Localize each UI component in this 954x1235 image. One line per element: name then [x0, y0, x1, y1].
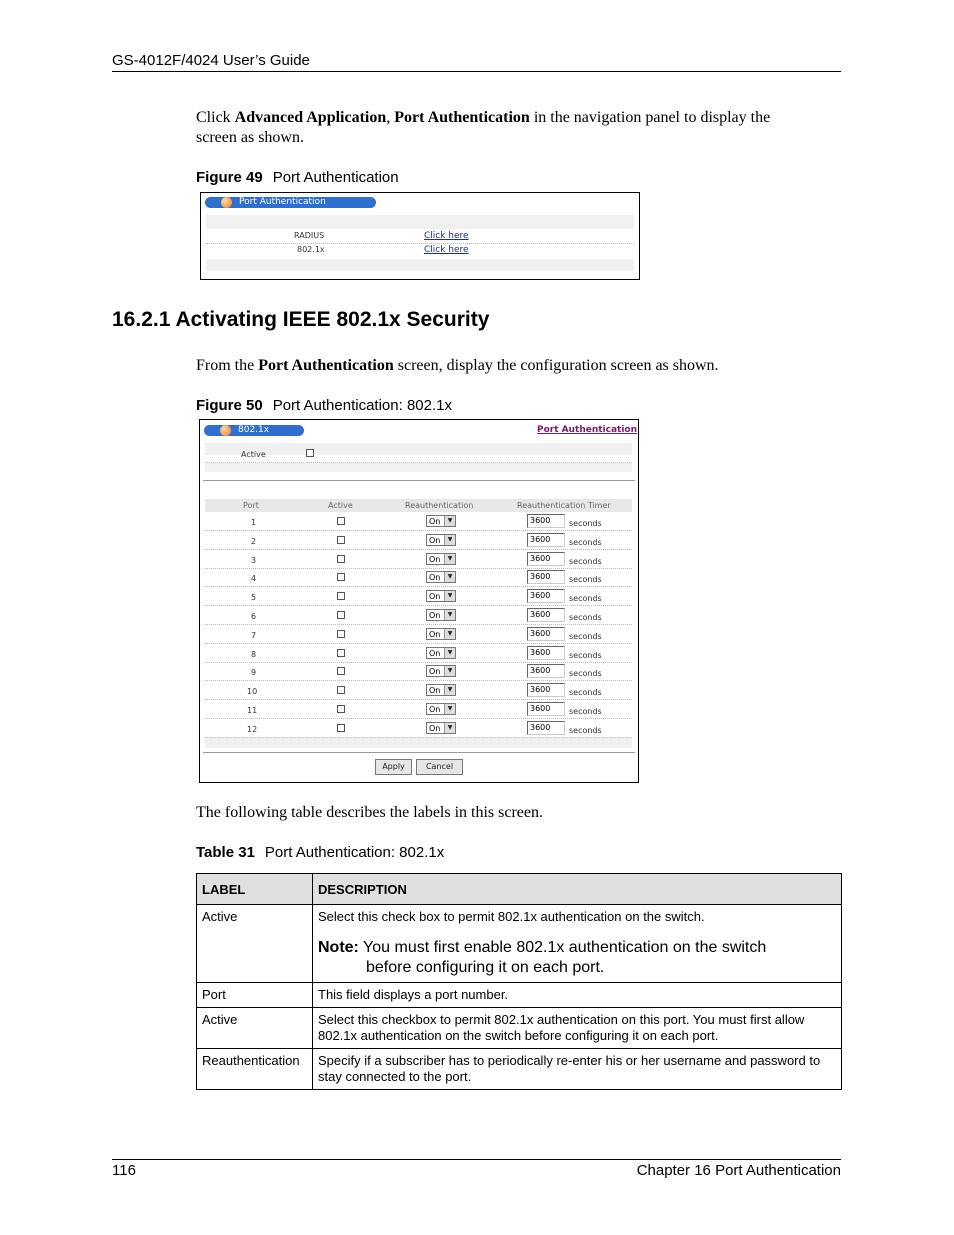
band: [206, 215, 634, 229]
radius-link[interactable]: Click here: [424, 231, 469, 241]
seconds-label: seconds: [569, 519, 602, 528]
reauthentication-select[interactable]: [426, 647, 456, 659]
table-31-number: Table 31: [196, 844, 255, 861]
reauth-timer-input[interactable]: 3600: [527, 664, 565, 678]
chevron-down-icon: ▼: [444, 572, 455, 582]
port-number: 9: [251, 668, 257, 677]
panel-title: Port Authentication: [239, 197, 326, 207]
select-value: On: [429, 573, 441, 582]
chevron-down-icon: ▼: [444, 629, 455, 639]
note-text: You must first enable 802.1x authentication on the switch: [358, 939, 767, 956]
note-text-2: before configuring it on each port.: [366, 959, 605, 976]
select-value: On: [429, 686, 441, 695]
row-label: Active: [197, 905, 313, 983]
port-active-checkbox[interactable]: [337, 555, 345, 563]
select-value: On: [429, 705, 441, 714]
radius-label: RADIUS: [294, 231, 325, 240]
description-table: [196, 873, 842, 1090]
figure-50-screenshot: [199, 419, 639, 783]
panel-title-pill: [205, 197, 376, 208]
intro-bold-1: Advanced Application: [234, 109, 387, 126]
header-label: LABEL: [197, 874, 313, 905]
intro-line-2: screen as shown.: [196, 129, 304, 146]
port-number: 7: [251, 631, 257, 640]
select-value: On: [429, 667, 441, 676]
para2-text: From the: [196, 357, 259, 374]
figure-49-number: Figure 49: [196, 169, 263, 186]
select-value: On: [429, 611, 441, 620]
chevron-down-icon: ▼: [444, 685, 455, 695]
chevron-down-icon: ▼: [444, 723, 455, 733]
reauth-timer-input[interactable]: 3600: [527, 533, 565, 547]
select-value: On: [429, 592, 441, 601]
reauthentication-select[interactable]: [426, 515, 456, 527]
port-active-checkbox[interactable]: [337, 517, 345, 525]
dot1x-label: 802.1x: [297, 245, 325, 254]
port-active-checkbox[interactable]: [337, 667, 345, 675]
reauthentication-select[interactable]: [426, 609, 456, 621]
intro-text: Click: [196, 109, 235, 126]
row-divider: [205, 586, 632, 587]
global-active-checkbox[interactable]: [306, 449, 314, 457]
port-active-checkbox[interactable]: [337, 724, 345, 732]
separator: [203, 752, 635, 753]
page-number: 116: [112, 1162, 136, 1179]
reauthentication-select[interactable]: [426, 684, 456, 696]
reauth-timer-input[interactable]: 3600: [527, 721, 565, 735]
row-divider: [205, 718, 632, 719]
reauth-timer-input[interactable]: 3600: [527, 514, 565, 528]
port-number: 4: [251, 574, 257, 583]
seconds-label: seconds: [569, 707, 602, 716]
reauth-timer-input[interactable]: 3600: [527, 608, 565, 622]
intro-text-2: in the navigation panel to display the: [529, 109, 771, 126]
chevron-down-icon: ▼: [444, 648, 455, 658]
port-active-checkbox[interactable]: [337, 573, 345, 581]
note-label: Note:: [318, 939, 359, 956]
intro-paragraph: [196, 108, 836, 148]
row-divider: [205, 605, 632, 606]
seconds-label: seconds: [569, 651, 602, 660]
reauth-timer-input[interactable]: 3600: [527, 570, 565, 584]
seconds-label: seconds: [569, 669, 602, 678]
row-label: Active: [197, 1008, 313, 1049]
section-heading: 16.2.1 Activating IEEE 802.1x Security: [112, 308, 490, 331]
paragraph-2: [196, 356, 719, 376]
active-label: Active: [241, 450, 266, 459]
chevron-down-icon: ▼: [444, 554, 455, 564]
port-number: 1: [251, 518, 257, 527]
col-reauth-timer: Reauthentication Timer: [517, 501, 611, 510]
select-value: On: [429, 630, 441, 639]
chevron-down-icon: ▼: [444, 666, 455, 676]
intro-bold-2: Port Authentication: [394, 109, 530, 126]
select-value: On: [429, 536, 441, 545]
table-row: [197, 905, 842, 983]
seconds-label: seconds: [569, 632, 602, 641]
port-active-checkbox[interactable]: [337, 705, 345, 713]
apply-button[interactable]: Apply: [375, 759, 412, 775]
port-active-checkbox[interactable]: [337, 630, 345, 638]
panel-title-pill: [204, 425, 304, 436]
port-authentication-link[interactable]: Port Authentication: [537, 425, 638, 435]
port-number: 5: [251, 593, 257, 602]
port-active-checkbox[interactable]: [337, 649, 345, 657]
col-port: Port: [243, 501, 259, 510]
row-divider: [206, 243, 634, 244]
row-divider: [205, 699, 632, 700]
port-active-checkbox[interactable]: [337, 611, 345, 619]
reauthentication-select[interactable]: [426, 553, 456, 565]
chapter-title: Chapter 16 Port Authentication: [636, 1162, 841, 1179]
reauth-timer-input[interactable]: 3600: [527, 589, 565, 603]
seconds-label: seconds: [569, 726, 602, 735]
seconds-label: seconds: [569, 688, 602, 697]
row-divider: [205, 568, 632, 569]
footer-rule: [112, 1159, 841, 1160]
reauthentication-select[interactable]: [426, 590, 456, 602]
port-number: 3: [251, 556, 257, 565]
running-header: GS-4012F/4024 User’s Guide: [112, 52, 310, 69]
band: [205, 738, 632, 748]
row-divider: [205, 624, 632, 625]
port-number: 6: [251, 612, 257, 621]
col-reauthentication: Reauthentication: [405, 501, 474, 510]
header-description: DESCRIPTION: [313, 874, 842, 905]
seconds-label: seconds: [569, 613, 602, 622]
port-number: 11: [247, 706, 258, 715]
row-description: Specify if a subscriber has to periodically re-enter his or her username and password to stay connected to the port.: [313, 1049, 842, 1090]
band: [205, 443, 632, 455]
reauth-timer-input[interactable]: 3600: [527, 627, 565, 641]
seconds-label: seconds: [569, 538, 602, 547]
table-row: [197, 983, 842, 1008]
row-label: Port: [197, 983, 313, 1008]
reauth-timer-input[interactable]: 3600: [527, 552, 565, 566]
port-number: 8: [251, 650, 257, 659]
figure-49-caption: [196, 169, 399, 186]
row-divider: [205, 643, 632, 644]
figure-49-title: Port Authentication: [272, 169, 399, 186]
row-label: Reauthentication: [197, 1049, 313, 1090]
row-divider: [205, 680, 632, 681]
chevron-down-icon: ▼: [444, 704, 455, 714]
port-active-checkbox[interactable]: [337, 536, 345, 544]
reauth-timer-input[interactable]: 3600: [527, 702, 565, 716]
select-value: On: [429, 649, 441, 658]
col-active: Active: [328, 501, 353, 510]
orb-icon: [221, 197, 232, 208]
paragraph-3: The following table describes the labels in this screen.: [196, 804, 544, 821]
chevron-down-icon: ▼: [444, 516, 455, 526]
port-number: 12: [247, 725, 258, 734]
figure-50-caption: [196, 397, 452, 414]
row-divider: [205, 530, 632, 531]
table-header-row: [197, 874, 842, 905]
row-description-text: Select this check box to permit 802.1x authentication on the switch.: [318, 909, 705, 924]
seconds-label: seconds: [569, 575, 602, 584]
table-31-caption: [196, 844, 444, 861]
select-value: On: [429, 517, 441, 526]
port-active-checkbox[interactable]: [337, 686, 345, 694]
band: [205, 463, 632, 472]
note: [318, 938, 836, 978]
table-row: [197, 1049, 842, 1090]
reauthentication-select[interactable]: [426, 722, 456, 734]
reauthentication-select[interactable]: [426, 703, 456, 715]
figure-50-title: Port Authentication: 802.1x: [272, 397, 452, 414]
chevron-down-icon: ▼: [444, 610, 455, 620]
table-row: [197, 1008, 842, 1049]
reauthentication-select[interactable]: [426, 628, 456, 640]
reauthentication-select[interactable]: [426, 534, 456, 546]
seconds-label: seconds: [569, 557, 602, 566]
chevron-down-icon: ▼: [444, 591, 455, 601]
reauth-timer-input[interactable]: 3600: [527, 683, 565, 697]
table-31-title: Port Authentication: 802.1x: [264, 844, 445, 861]
para2-text-2: screen, display the configuration screen as shown.: [393, 357, 719, 374]
reauth-timer-input[interactable]: 3600: [527, 646, 565, 660]
panel-title: 802.1x: [238, 425, 270, 435]
seconds-label: seconds: [569, 594, 602, 603]
row-description: Select this checkbox to permit 802.1x authentication on this port. You must first allow 802.1x authentication on the switch before configuring it on each port.: [313, 1008, 842, 1049]
port-active-checkbox[interactable]: [337, 592, 345, 600]
cancel-button[interactable]: Cancel: [416, 759, 463, 775]
separator: [203, 480, 635, 481]
intro-sep: ,: [386, 109, 395, 126]
band: [206, 259, 634, 271]
row-description: [313, 905, 842, 983]
orb-icon: [220, 425, 231, 436]
figure-50-number: Figure 50: [196, 397, 263, 414]
select-value: On: [429, 724, 441, 733]
para2-bold: Port Authentication: [258, 357, 394, 374]
row-divider: [205, 549, 632, 550]
figure-49-screenshot: [200, 192, 640, 280]
dot1x-link[interactable]: Click here: [424, 245, 469, 255]
chevron-down-icon: ▼: [444, 535, 455, 545]
select-value: On: [429, 555, 441, 564]
reauthentication-select[interactable]: [426, 665, 456, 677]
port-number: 10: [247, 687, 258, 696]
row-description: This field displays a port number.: [313, 983, 842, 1008]
port-number: 2: [251, 537, 257, 546]
row-divider: [205, 662, 632, 663]
reauthentication-select[interactable]: [426, 571, 456, 583]
header-rule: [112, 71, 841, 72]
